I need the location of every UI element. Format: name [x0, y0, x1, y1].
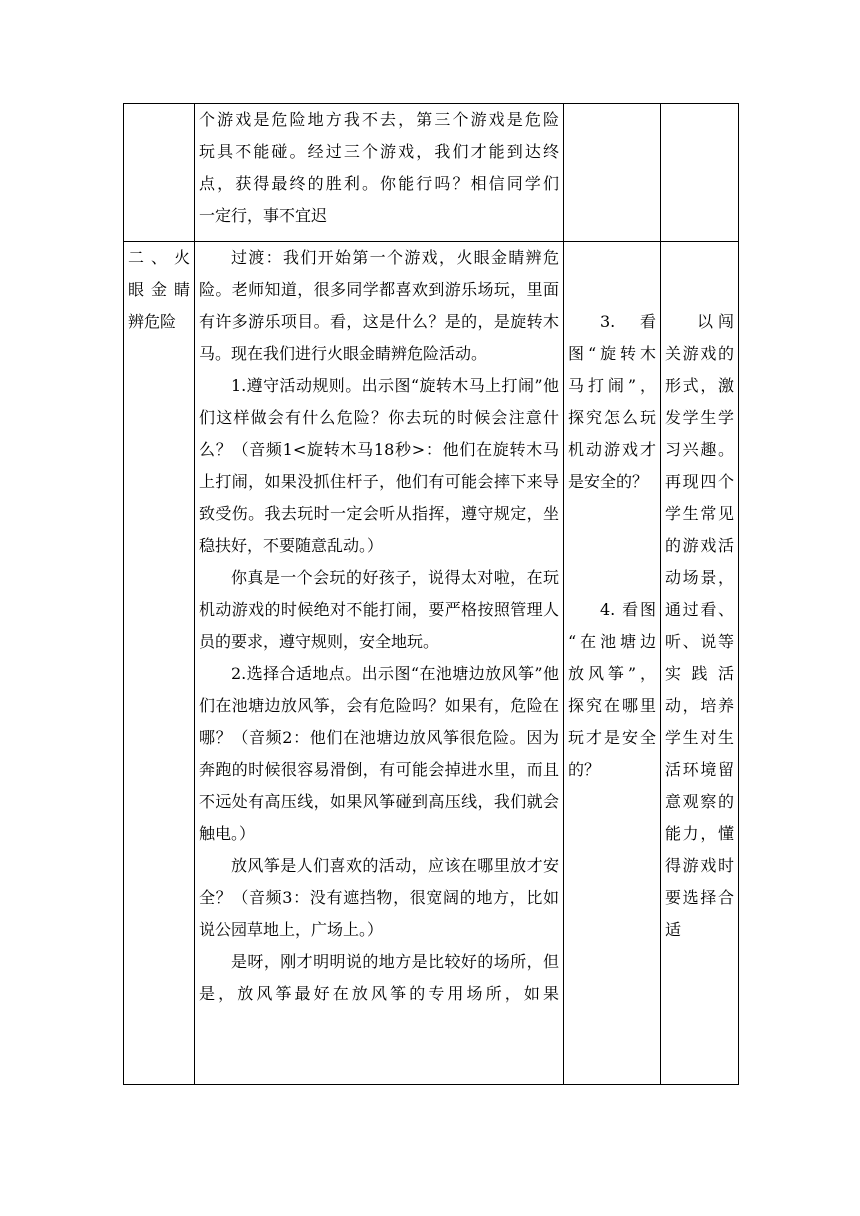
student-activity-cell: [564, 242, 661, 1085]
content-paragraph: 是呀，刚才明明说的地方是比较好的场所，但是，放风筝最好在放风筝的专用场所，如果: [199, 952, 559, 1003]
content-line: 个游戏是危险地方我不去，第三个游戏是危险: [199, 110, 559, 129]
student-activity-step-3: 3. 看图“旋转木马打闹”，探究怎么玩机动游戏才是安全的？: [568, 312, 656, 491]
lesson-plan-table: [123, 103, 739, 1085]
content-paragraph: 放风筝是人们喜欢的活动，应该在哪里放才安全？（音频3：没有遮挡物，很宽阔的地方，比如说公园草地上，广场上。）: [199, 856, 559, 939]
content-cell: [195, 242, 564, 1085]
content-paragraph: 1.遵守活动规则。出示图“旋转木马上打闹”他们这样做会有什么危险？你去玩的时候会注意什么？（音频1<旋转木马18秒>：他们在旋转木马上打闹，如果没抓住杆子，他们有可能会摔下来导致受伤。我去玩时一定会听从指挥，遵守规定，坐稳扶好，不要随意乱动。）: [199, 376, 559, 555]
stage-cell: [124, 104, 195, 242]
content-paragraph: 过渡：我们开始第一个游戏，火眼金睛辨危险。老师知道，很多同学都喜欢到游乐场玩，里面有许多游乐项目。看，这是什么？是的，是旋转木马。现在我们进行火眼金睛辨危险活动。: [199, 248, 559, 363]
content-line: 一定行，事不宜迟: [199, 206, 328, 225]
table-row: [124, 104, 739, 242]
table-row: [124, 242, 739, 1085]
content-line: 点，获得最终的胜利。你能行吗？相信同学们: [199, 174, 559, 193]
content-paragraph: 2.选择合适地点。出示图“在池塘边放风筝”他们在池塘边放风筝，会有危险吗？如果有，危险在哪？（音频2：他们在池塘边放风筝很危险。因为奔跑的时候很容易滑倒，有可能会掉进水里，而且不远处有高压线，如果风筝碰到高压线，我们就会触电。）: [199, 664, 559, 843]
content-cell: [195, 104, 564, 242]
design-intent-text: 以闯关游戏的形式，激发学生学习兴趣。再现四个学生常见的游戏活动场景，通过看、听、说等实践活动，培养学生对生活环境留意观察的能力，懂得游戏时要选择合适: [665, 312, 734, 939]
design-intent-cell: [661, 104, 739, 242]
content-paragraph: 你真是一个会玩的好孩子，说得太对啦，在玩机动游戏的时候绝对不能打闹，要严格按照管理人员的要求，遵守规则，安全地玩。: [199, 568, 559, 651]
student-activity-step-4: 4. 看图 “在池塘边放风筝”，探究在哪里玩才是安全的？: [568, 600, 656, 779]
stage-cell: [124, 242, 195, 1085]
design-intent-cell: [661, 242, 739, 1085]
content-line: 玩具不能碰。经过三个游戏，我们才能到达终: [199, 142, 559, 161]
stage-title: 二、火眼金睛辨危险: [128, 248, 190, 331]
student-activity-cell: [564, 104, 661, 242]
